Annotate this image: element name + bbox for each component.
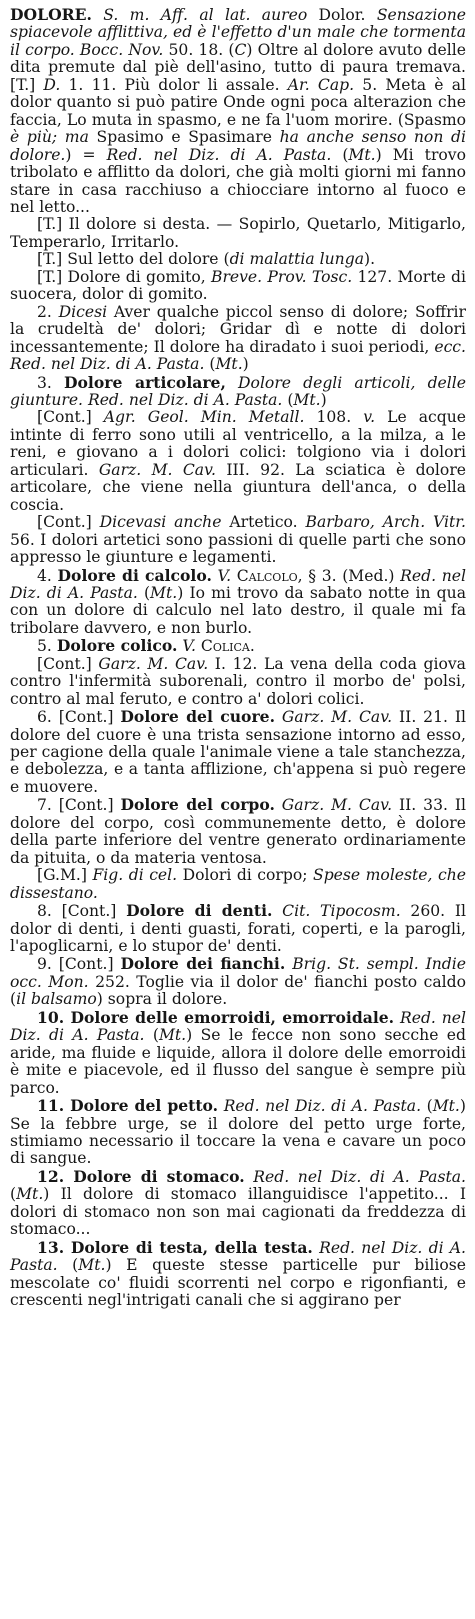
entry-paragraph (10, 304, 466, 374)
entry-text: II. 33. Il dolore del corpo, così communemente detto, è dolore della parte inferiore del ventre generato ordinariamente da pituita, o da materia ventosa. (10, 796, 466, 867)
entry-text: [Cont.] (37, 513, 100, 532)
entry-text: 56. I dolori artetici sono passioni di quelle parti che sono appresso le giunture e legamenti. (10, 530, 466, 567)
entry-citation-text: Garz. M. Cav. (281, 796, 393, 815)
entry-citation-text: Dicevasi anche (99, 513, 222, 532)
entry-paragraph (10, 867, 466, 902)
entry-text: ( (137, 583, 151, 602)
entry-definition (10, 6, 466, 216)
entry-citation-text: Mt. (348, 145, 376, 164)
entry-citation-text: Breve. Prov. Tosc. (210, 267, 353, 286)
entry-text (250, 6, 261, 24)
entry-citation-text: Barbaro, Arch. Vitr. (305, 513, 466, 532)
entry-text: 5. (37, 637, 57, 656)
entry-text: ) = (65, 145, 107, 164)
entry-citation-text: Red. nel Diz. di A. Pasta. (106, 145, 332, 164)
entry-citation-text: Garz. M. Cav. (98, 460, 216, 479)
entry-text: ) Se le fecce non sono secche ed aride, ma fluide e liquide, allora il dolore delle emorroidi è mite e piacevole, ed il flusso del sangue è sempre più parco. (10, 1026, 466, 1097)
entry-text: II. 21. Il dolore del cuore è una trista sensazione intorno ad esso, per cagione della quale l'animale viene a tale stanchezza, e debolezza, e a tanta afflizione, ch'appena si può regere e muovere. (10, 708, 466, 796)
entry-text: 127. Morte di suocera, dolor di gomito. (10, 267, 466, 304)
entry-citation-text: Spese moleste, che dissestano. (10, 866, 466, 902)
entry-text: 8. [Cont.] (37, 902, 127, 921)
entry-text: 6. [Cont.] (37, 708, 121, 727)
entry-citation-text: Mt. (150, 583, 178, 602)
entry-text: 5. Meta è al dolor quanto si può patire Onde ogni poca alterazion che faccia, Lo muta in spasmo, e ne fa l'uom morire. (Spasmo (10, 75, 466, 129)
entry-citation-text: v. (363, 408, 376, 427)
entry-paragraph (10, 567, 466, 638)
entry-text: ) E queste stesse particelle pur biliose mescolate co' fluidi scorrenti nel corpo e rigonfianti, e crescenti negl'intrigati canali che si aggirano per (10, 1256, 466, 1310)
entry-text: 260. Il dolor di denti, i denti guasti, forati, coperti, e la parogli, l'apoglicarni, e lo stupor de' denti. (10, 902, 466, 956)
entry-paragraph (10, 1239, 466, 1310)
entry-paragraph (10, 1097, 466, 1168)
entry-subheading: 11. Dolore del petto. (37, 1096, 219, 1116)
entry-subheading: 12. Dolore di stomaco. (37, 1166, 245, 1186)
entry-subheading: Dolore colico. (56, 636, 178, 656)
entry-text: , § 3. (Med.) (297, 566, 401, 585)
entry-paragraph (10, 409, 466, 514)
entry-text (245, 1168, 254, 1186)
entry-subheading: 13. Dolore di testa, della testa. (37, 1237, 313, 1257)
entry-text: ) Mi trovo tribolato e afflitto da dolori, che già molti giorni mi fanno stare in casa racchiuso a chiocciare intorno al fuoco e nel letto... (10, 145, 466, 216)
entry-citation-text: Red. nel Diz. di A. Pasta. (253, 1167, 466, 1186)
entry-text (188, 6, 199, 24)
entry-citation-text: aureo (261, 6, 308, 24)
entry-citation-text: Mt. (78, 1256, 106, 1275)
entry-text: 7. [Cont.] (37, 796, 121, 815)
entry-cross-reference: Calcolo (236, 566, 298, 585)
entry-paragraph (10, 1009, 466, 1097)
entry-paragraph (10, 514, 466, 566)
entry-citation-text: Ar. Cap. (287, 75, 355, 94)
entry-text: [G.M.] (37, 866, 93, 885)
entry-text (275, 708, 282, 726)
entry-subheading: Dolore di calcolo. (57, 565, 212, 585)
entry-text: 3. (37, 373, 64, 392)
entry-citation-text: ha anche senso non di dolore. (10, 128, 466, 164)
entry-paragraph (10, 374, 466, 410)
entry-text: ) sopra il dolore. (96, 990, 228, 1009)
entry-citation-text: di malattia lunga (229, 250, 364, 269)
dictionary-entry-dolore (10, 6, 466, 1310)
entry-text: [T.] Dolore di gomito, (37, 267, 211, 286)
entry-citation-text: V. (217, 566, 232, 585)
entry-subheading: Dolore dei fianchi. (120, 954, 286, 974)
entry-citation-text: Red. nel Diz. di A. Pasta. (10, 566, 466, 602)
entry-text: 50. 18. ( (163, 40, 235, 59)
entry-text: ( (57, 1256, 79, 1275)
entry-subheading: Dolore del cuore. (120, 707, 276, 727)
entry-citation-text: V. (182, 637, 196, 656)
entry-text: 1. 11. Più dolor li assale. (60, 75, 288, 94)
entry-text: 9. [Cont.] (37, 955, 121, 974)
entry-text: III. 92. La sciatica è dolore articolare, che viene nella giuntura dell'anca, o della coscia. (10, 460, 466, 514)
entry-paragraph (10, 216, 466, 251)
entry-text: ) (320, 390, 327, 409)
entry-text: ) (242, 355, 249, 374)
entry-citation-text: Dolore degli articoli, delle giunture. Red. nel Diz. di A. Pasta. (10, 373, 466, 409)
entry-text: ) Io mi trovo da sabato notte in qua con un dolore di calculo nel lato destro, il quale mi fa tribolare davvero, e non burlo. (10, 583, 466, 637)
entry-citation-text: Brig. St. sempl. Indie occ. Mon. (10, 955, 466, 991)
entry-text: ( (144, 1026, 159, 1045)
entry-citation-text: Red. nel Diz. di A. Pasta. (10, 1008, 466, 1045)
entry-text (272, 902, 282, 920)
entry-paragraph (10, 708, 466, 796)
entry-paragraph (10, 955, 466, 1008)
entry-cross-reference: Colica (200, 637, 250, 656)
entry-citation-text: D. (43, 75, 61, 94)
entry-text: Spasimo e Spasimare (88, 128, 280, 147)
entry-text: 2. (37, 302, 59, 321)
entry-citation-text: Mt. (16, 1185, 44, 1204)
entry-paragraph (10, 796, 466, 867)
entry-paragraph (10, 902, 466, 955)
entry-text: [T.] Sul letto del dolore ( (37, 250, 230, 269)
entry-text: Artetico. (221, 513, 306, 532)
entry-citation-text: Cit. Tipocosm. (282, 902, 401, 921)
entry-text: 4. (37, 566, 58, 585)
entry-subheading: 10. Dolore delle emorroidi, emorroidale. (37, 1007, 395, 1027)
entry-text: Aver qualche piccol senso di dolore; Soffrir la crudeltà de' dolori; Gridar dì e notte di dolori incessantemente; Il dolore ha diradato i suoi periodi, (10, 302, 466, 356)
entry-text: [T.] Il dolore si desta. — Sopirlo, Quetarlo, Mitigarlo, Temperarlo, Irritarlo. (10, 215, 466, 251)
entry-citation-text: Garz. M. Cav. (281, 708, 393, 727)
entry-text: ) Se la febbre urge, se il dolore del petto urge forte, stimiamo necessario il toccare la vena e cavare un poco di sangue. (10, 1097, 466, 1168)
entry-citation-text: ecc. Red. nel Diz. di A. Pasta. (10, 337, 466, 374)
entry-text: 108. (304, 408, 364, 427)
entry-text: ) Il dolore di stomaco illanguidisce l'appetito... I dolori di stomaco non son mai cagionati da freddezza di stomaco... (10, 1185, 466, 1239)
entry-text (92, 6, 103, 24)
entry-text: ( (421, 1097, 433, 1116)
entry-text: ( (331, 145, 349, 164)
entry-citation-text: il balsamo (16, 990, 97, 1009)
entry-paragraph (10, 1168, 466, 1239)
entry-citation-text: C (234, 40, 247, 59)
entry-citation-text: Red. nel Diz. di A. Pasta. (10, 1238, 467, 1275)
entry-citation-text: Mt. (215, 355, 243, 374)
entry-text: ( (282, 390, 294, 409)
entry-text: [Cont.] (37, 654, 99, 673)
entry-text (226, 374, 238, 392)
entry-paragraph (10, 251, 466, 268)
entry-paragraph (10, 269, 466, 304)
entry-text: . (249, 637, 255, 656)
entry-citation-text: Dicesi (58, 302, 108, 321)
entry-citation-text: è più; ma (10, 128, 89, 147)
entry-citation-text: Sensazione spiacevole afflittiva, ed è l'effetto d'un male che tormenta il corpo. Bocc. Nov. (10, 6, 466, 59)
entry-citation-text: Red. nel Diz. di A. Pasta. (223, 1097, 422, 1116)
entry-paragraph (10, 656, 466, 708)
entry-text: ) Oltre al dolore avuto delle dita premute dal piè dell'asino, tutto di paura tremava. [T.] (10, 40, 466, 94)
entry-subheading: Dolore di denti. (126, 901, 273, 921)
entry-text (275, 796, 282, 814)
entry-citation-text: Agr. Geol. Min. Metall. (103, 408, 305, 427)
entry-citation-text: Garz. M. Cav. (98, 654, 209, 673)
entry-citation-text: al lat. (199, 6, 251, 24)
entry-text: 252. Toglie via il dolor de' fianchi posto caldo ( (10, 972, 467, 1009)
entry-text: Dolor. (307, 6, 377, 24)
entry-text: ( (204, 355, 216, 374)
entry-paragraph (10, 637, 466, 655)
entry-subheading: Dolore del corpo. (120, 795, 275, 815)
entry-text: ). (364, 250, 376, 269)
entry-citation-text: S. m. Aff. (103, 6, 189, 24)
entry-headword: DOLORE. (10, 5, 92, 24)
entry-citation-text: Fig. di cel. (92, 866, 178, 885)
entry-text: Dolori di corpo; (177, 866, 314, 885)
entry-text: Le acque intinte di ferro sono utili al ventricello, a la milza, a le reni, e giovano a i dolori colici: tolgiono via i dolori articulari. (10, 408, 467, 479)
entry-text: I. 12. La vena della coda giova contro l'infermità suborenali, contro il morbo de' polsi, contro al mal feruto, e contro a' dolori colici. (10, 654, 466, 708)
entry-citation-text: Mt. (158, 1026, 187, 1045)
entry-citation-text: Mt. (293, 390, 321, 409)
entry-text: [Cont.] (37, 408, 104, 427)
entry-subheading: Dolore articolare, (64, 372, 226, 392)
entry-citation-text: Mt. (432, 1097, 460, 1116)
entry-text: ( (10, 1185, 17, 1204)
